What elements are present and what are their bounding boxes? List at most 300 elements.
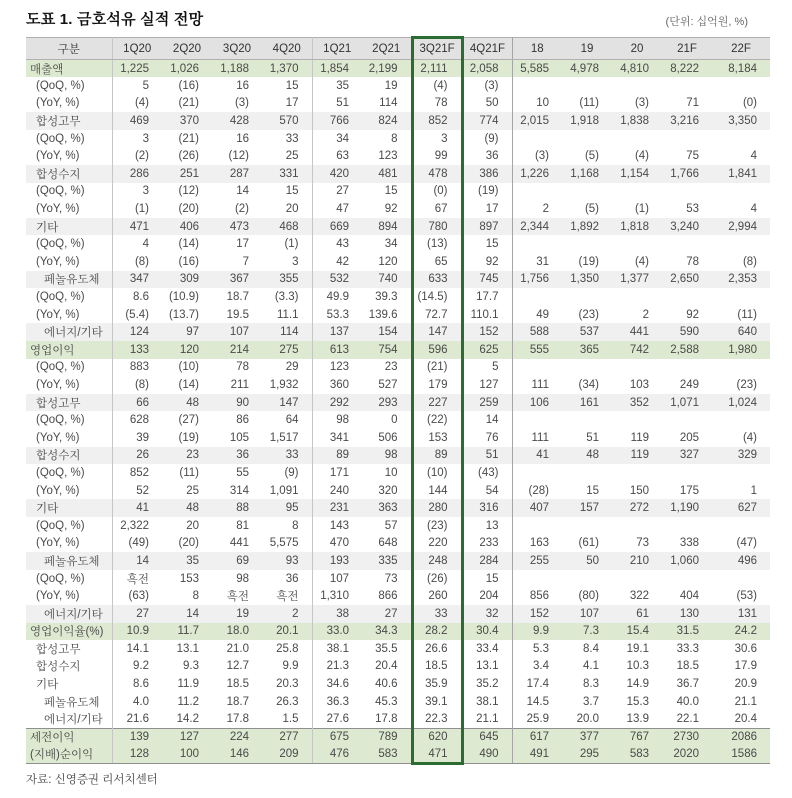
data-cell: 146 <box>212 746 262 764</box>
data-cell: 78 <box>686 255 699 268</box>
header-cell-18: 18 <box>512 38 562 60</box>
row-label-cell: 세전이익 <box>26 728 112 746</box>
data-cell: 496 <box>712 552 770 570</box>
row-label-cell: 에너지/기타 <box>26 605 112 623</box>
data-cell: 852 <box>412 112 462 130</box>
table-row <box>26 605 770 623</box>
data-cell: 9.2 <box>133 660 149 673</box>
data-cell: 20.4 <box>734 713 757 726</box>
data-cell: 27 <box>112 605 162 623</box>
row-label-cell: 에너지/기타 <box>26 710 112 728</box>
data-cell: 620 <box>412 728 462 746</box>
data-cell: 377 <box>562 728 612 746</box>
row-label-cell: (YoY, %) <box>26 587 112 605</box>
data-cell: (1) <box>634 203 649 216</box>
data-cell: 130 <box>662 605 712 623</box>
data-cell: (16) <box>178 79 199 92</box>
data-cell: 10 <box>384 466 398 479</box>
data-cell: 1,980 <box>712 341 770 359</box>
data-cell: (19) <box>578 255 599 268</box>
data-cell: (3) <box>234 97 249 110</box>
data-cell: (20) <box>178 537 199 550</box>
data-cell: 57 <box>384 519 398 532</box>
data-cell: 25 <box>186 484 199 497</box>
data-cell: 35 <box>336 79 349 92</box>
data-cell: 209 <box>262 746 312 764</box>
table-row <box>26 658 770 676</box>
data-cell: 789 <box>362 728 412 746</box>
data-cell: 5 <box>142 79 149 92</box>
data-cell: 1,818 <box>612 218 662 236</box>
table-row <box>26 183 770 201</box>
header-cell-4Q20: 4Q20 <box>262 38 312 60</box>
data-cell: 2,015 <box>512 112 562 130</box>
table-row <box>26 288 770 306</box>
data-cell: 248 <box>412 552 462 570</box>
data-cell: 17.9 <box>734 660 757 673</box>
data-cell: (3) <box>462 77 512 95</box>
data-cell: 33.4 <box>462 640 512 658</box>
data-cell: 355 <box>262 271 312 289</box>
data-cell: 272 <box>612 499 662 517</box>
data-cell: 2 <box>262 605 312 623</box>
data-cell: 86 <box>236 414 249 427</box>
row-label-cell: (QoQ, %) <box>26 183 112 201</box>
data-cell: 866 <box>378 590 398 603</box>
data-cell: 293 <box>362 394 412 412</box>
data-cell: 1,838 <box>612 112 662 130</box>
data-cell: 1,517 <box>262 429 312 447</box>
data-cell: (21) <box>178 97 199 110</box>
row-label-cell: 영업이익 <box>26 341 112 359</box>
data-cell: 110.1 <box>462 306 512 324</box>
table-row <box>26 95 770 113</box>
header-cell-20: 20 <box>612 38 662 60</box>
data-cell: 78 <box>236 361 249 374</box>
data-cell: 32 <box>462 605 512 623</box>
table-row <box>26 447 770 465</box>
data-cell: 14 <box>162 605 212 623</box>
row-label-cell: 합성수지 <box>26 165 112 183</box>
row-label-cell: 합성수지 <box>26 447 112 465</box>
data-cell <box>712 517 770 535</box>
data-cell: 10 <box>536 97 549 110</box>
row-label-cell: 기타 <box>26 218 112 236</box>
data-cell: 295 <box>562 746 612 764</box>
data-cell: 7.3 <box>562 623 612 641</box>
data-cell: 27 <box>336 185 349 198</box>
data-cell: 2,353 <box>712 271 770 289</box>
data-cell: 150 <box>629 484 649 497</box>
data-cell: 588 <box>512 323 562 341</box>
data-cell: 675 <box>312 728 362 746</box>
earnings-forecast-table <box>26 36 770 765</box>
data-cell: 47 <box>336 203 349 216</box>
data-cell: (9) <box>262 464 312 482</box>
data-cell: 30.4 <box>462 623 512 641</box>
data-cell <box>612 130 662 148</box>
data-cell: 2,199 <box>362 60 412 78</box>
data-cell: 4 <box>750 203 757 216</box>
data-cell: 139 <box>112 728 162 746</box>
data-cell: (19) <box>462 183 512 201</box>
data-cell: (1) <box>262 235 312 253</box>
data-cell: 309 <box>162 271 212 289</box>
data-cell: 1,377 <box>612 271 662 289</box>
data-cell: 352 <box>612 394 662 412</box>
data-cell: (34) <box>578 378 599 391</box>
data-cell: 11.1 <box>262 306 312 324</box>
data-cell: 19.1 <box>626 642 649 655</box>
data-cell: 3,240 <box>662 218 712 236</box>
data-cell: 2020 <box>662 746 712 764</box>
data-cell: 144 <box>412 482 462 500</box>
data-cell: 92 <box>462 253 512 271</box>
data-cell: 18.7 <box>226 291 249 304</box>
data-cell <box>512 517 562 535</box>
data-cell: 41 <box>112 499 162 517</box>
data-cell: 420 <box>312 165 362 183</box>
data-cell <box>512 359 562 377</box>
data-cell: (43) <box>462 464 512 482</box>
data-cell: 583 <box>362 746 412 764</box>
data-cell: 123 <box>378 150 398 163</box>
data-cell: (13) <box>412 235 462 253</box>
data-cell: 69 <box>212 552 262 570</box>
data-cell: 627 <box>712 499 770 517</box>
data-cell: (3) <box>634 97 649 110</box>
data-cell: 767 <box>612 728 662 746</box>
data-cell: 2 <box>542 203 549 216</box>
data-cell: (5) <box>584 150 599 163</box>
data-cell: 51 <box>586 431 599 444</box>
row-label-cell: 매출액 <box>26 60 112 78</box>
data-cell: 98 <box>236 572 249 585</box>
data-cell: (49) <box>128 537 149 550</box>
data-cell: 331 <box>262 165 312 183</box>
data-cell <box>712 130 770 148</box>
data-cell <box>512 235 562 253</box>
data-cell: 9.9 <box>262 658 312 676</box>
data-cell: 34 <box>384 238 398 251</box>
data-cell: 3 <box>262 253 312 271</box>
header-cell-label: 구분 <box>26 38 112 60</box>
header-cell-1Q20: 1Q20 <box>112 38 162 60</box>
table-title: 도표 1. 금호석유 실적 전망 <box>26 11 204 28</box>
unit-label: (단위: 십억원, %) <box>665 16 748 28</box>
data-cell: 34 <box>336 132 349 145</box>
data-cell: 41 <box>512 447 562 465</box>
data-cell <box>562 183 612 201</box>
table-row <box>26 499 770 517</box>
table-row <box>26 147 770 165</box>
data-cell: (26) <box>178 150 199 163</box>
data-cell: 89 <box>412 447 462 465</box>
table-row <box>26 235 770 253</box>
data-cell: (10) <box>412 464 462 482</box>
data-cell: 14.2 <box>176 713 199 726</box>
data-cell: 1,071 <box>662 394 712 412</box>
data-cell: 119 <box>630 431 649 444</box>
data-cell: 894 <box>362 218 412 236</box>
data-cell: (63) <box>128 590 149 603</box>
data-cell: 흑전 <box>126 573 149 586</box>
data-cell: 476 <box>312 746 362 764</box>
data-cell: 18.5 <box>676 660 699 673</box>
data-cell: (3.3) <box>262 288 312 306</box>
data-cell <box>712 411 770 429</box>
data-cell: 1,226 <box>512 165 562 183</box>
data-cell: 63 <box>336 150 349 163</box>
data-cell <box>512 130 562 148</box>
data-cell: 24.2 <box>712 623 770 641</box>
data-cell: 220 <box>412 535 462 553</box>
data-cell: 17.8 <box>375 713 398 726</box>
data-cell: 90 <box>212 394 262 412</box>
data-cell: 53 <box>686 203 699 216</box>
data-cell: (4) <box>134 97 149 110</box>
table-row <box>26 710 770 728</box>
data-cell: 92 <box>384 203 398 216</box>
data-cell: 20.9 <box>734 678 757 691</box>
data-cell: 76 <box>462 429 512 447</box>
data-cell: 0 <box>391 414 398 427</box>
data-cell: 1 <box>750 484 757 497</box>
data-cell: 13 <box>462 517 512 535</box>
data-cell: 120 <box>162 341 212 359</box>
data-cell: 204 <box>462 587 512 605</box>
data-cell: 490 <box>462 746 512 764</box>
data-cell: 27.6 <box>326 713 349 726</box>
data-cell: 3,216 <box>662 112 712 130</box>
data-cell: (0) <box>742 97 757 110</box>
header-cell-21F: 21F <box>662 38 712 60</box>
data-cell: 322 <box>629 590 649 603</box>
header-cell-2Q21: 2Q21 <box>362 38 412 60</box>
data-cell: 583 <box>612 746 662 764</box>
data-cell: 14 <box>236 185 249 198</box>
data-cell: (26) <box>412 570 462 588</box>
data-cell: (23) <box>736 378 757 391</box>
data-cell: 40.0 <box>676 695 699 708</box>
data-cell: 42 <box>336 255 349 268</box>
data-cell <box>662 77 712 95</box>
table-row <box>26 746 770 764</box>
data-cell: 17.7 <box>462 288 512 306</box>
data-cell: 8 <box>262 517 312 535</box>
data-cell: 3.7 <box>583 695 599 708</box>
data-cell: (80) <box>578 590 599 603</box>
table-body <box>26 60 770 764</box>
data-cell <box>562 570 612 588</box>
row-label-cell: (YoY, %) <box>26 535 112 553</box>
table-row <box>26 341 770 359</box>
data-cell: 645 <box>462 728 512 746</box>
data-cell: 14 <box>462 411 512 429</box>
data-cell: 52 <box>136 484 149 497</box>
data-cell: 205 <box>679 431 699 444</box>
data-cell: 흑전 <box>262 587 312 605</box>
data-cell: 224 <box>212 728 262 746</box>
row-label-cell: (QoQ, %) <box>26 411 112 429</box>
data-cell <box>562 359 612 377</box>
data-cell: 51 <box>336 97 349 110</box>
data-cell: 255 <box>512 552 562 570</box>
data-cell: 10.3 <box>626 660 649 673</box>
data-cell <box>612 411 662 429</box>
data-cell: 119 <box>612 447 662 465</box>
row-label-cell: 기타 <box>26 499 112 517</box>
data-cell: 114 <box>379 97 398 110</box>
data-cell: 370 <box>162 112 212 130</box>
data-cell: 12.7 <box>226 660 249 673</box>
data-cell: 648 <box>378 537 398 550</box>
data-cell: 71 <box>686 97 699 110</box>
data-cell: 25.9 <box>526 713 549 726</box>
data-cell: 1,026 <box>162 60 212 78</box>
data-cell: 66 <box>112 394 162 412</box>
data-cell: 883 <box>129 361 149 374</box>
row-label-cell: 영업이익율(%) <box>26 623 112 641</box>
data-cell: 15 <box>262 183 312 201</box>
data-cell: (11) <box>579 97 599 110</box>
data-cell: 39.3 <box>375 291 398 304</box>
data-cell: 8.3 <box>583 678 599 691</box>
row-label-cell: 합성수지 <box>26 658 112 676</box>
data-cell: (16) <box>178 255 199 268</box>
data-cell: 4 <box>750 150 757 163</box>
row-label-cell: (QoQ, %) <box>26 77 112 95</box>
data-cell: (5) <box>584 203 599 216</box>
data-cell: 407 <box>512 499 562 517</box>
data-cell: 406 <box>162 218 212 236</box>
data-cell: 441 <box>612 323 662 341</box>
data-cell: 1,168 <box>562 165 612 183</box>
data-cell: 441 <box>229 537 249 550</box>
data-cell: (13.7) <box>168 308 199 321</box>
data-cell: 9.9 <box>512 623 562 641</box>
data-cell: (14.5) <box>412 288 462 306</box>
data-cell: 43 <box>336 238 349 251</box>
data-cell: 15 <box>586 484 599 497</box>
data-cell: (11) <box>737 308 757 321</box>
data-cell: 107 <box>329 572 349 585</box>
data-cell <box>512 570 562 588</box>
table-row <box>26 429 770 447</box>
table-row <box>26 376 770 394</box>
data-cell: 16 <box>236 132 249 145</box>
data-cell: 240 <box>329 484 349 497</box>
data-cell: 754 <box>362 341 412 359</box>
data-cell: 14.5 <box>526 695 549 708</box>
data-cell: 133 <box>112 341 162 359</box>
data-cell: 55 <box>236 466 249 479</box>
data-cell: 21.3 <box>326 660 349 673</box>
data-cell: 527 <box>378 378 398 391</box>
data-cell: 231 <box>312 499 362 517</box>
data-cell: 35 <box>162 552 212 570</box>
table-row <box>26 693 770 711</box>
data-cell: 2086 <box>712 728 770 746</box>
data-cell <box>662 570 712 588</box>
data-cell: 14.9 <box>626 678 649 691</box>
data-cell: 9.3 <box>183 660 199 673</box>
data-cell: 2,994 <box>712 218 770 236</box>
data-cell: 48 <box>562 447 612 465</box>
data-cell: 1,190 <box>662 499 712 517</box>
data-cell: 1,188 <box>212 60 262 78</box>
data-cell: 49.9 <box>326 291 349 304</box>
data-cell: 341 <box>329 431 349 444</box>
data-cell: (23) <box>578 308 599 321</box>
data-cell: 7 <box>242 255 249 268</box>
data-cell: (2) <box>234 203 249 216</box>
row-label-cell: (QoQ, %) <box>26 517 112 535</box>
data-cell <box>512 288 562 306</box>
data-cell: 471 <box>112 218 162 236</box>
data-cell <box>512 411 562 429</box>
data-cell: 284 <box>462 552 512 570</box>
table-row <box>26 623 770 641</box>
data-cell: (14) <box>178 378 199 391</box>
data-cell: 22.3 <box>412 710 462 728</box>
data-cell <box>662 411 712 429</box>
data-cell: (28) <box>528 484 549 497</box>
data-cell: 428 <box>212 112 262 130</box>
data-cell: 25 <box>262 147 312 165</box>
data-cell: 123 <box>329 361 349 374</box>
data-cell: (4) <box>634 255 649 268</box>
data-cell: 38.1 <box>326 642 349 655</box>
data-cell: 15 <box>384 185 398 198</box>
data-cell: 745 <box>462 271 512 289</box>
data-cell: (2) <box>134 150 149 163</box>
data-cell: 2,588 <box>662 341 712 359</box>
row-label-cell: (YoY, %) <box>26 376 112 394</box>
data-cell: 19 <box>384 79 398 92</box>
data-cell <box>662 183 712 201</box>
data-cell: 5 <box>462 359 512 377</box>
data-cell: 532 <box>312 271 362 289</box>
data-cell: 473 <box>212 218 262 236</box>
data-cell: (53) <box>736 590 757 603</box>
data-cell <box>712 464 770 482</box>
data-cell: (14) <box>178 238 199 251</box>
data-cell: 1,766 <box>662 165 712 183</box>
data-cell: 19 <box>212 605 262 623</box>
table-row <box>26 200 770 218</box>
data-cell: 15 <box>462 570 512 588</box>
data-cell: 3.4 <box>533 660 549 673</box>
data-cell: 292 <box>312 394 362 412</box>
data-cell: 139.6 <box>368 308 398 321</box>
data-cell: (8) <box>134 378 149 391</box>
data-cell: 39.1 <box>412 693 462 711</box>
row-label-cell: 합성고무 <box>26 112 112 130</box>
data-cell: 30.6 <box>734 642 757 655</box>
data-cell: 570 <box>262 112 312 130</box>
data-cell: 137 <box>312 323 362 341</box>
data-cell: 1,091 <box>262 482 312 500</box>
data-cell: 33 <box>262 447 312 465</box>
data-cell: 99 <box>412 147 462 165</box>
data-cell: 128 <box>112 746 162 764</box>
data-cell: 2,058 <box>462 60 512 78</box>
data-cell: 596 <box>412 341 462 359</box>
data-cell: 106 <box>512 394 562 412</box>
data-cell: 20.3 <box>262 675 312 693</box>
table-row <box>26 517 770 535</box>
